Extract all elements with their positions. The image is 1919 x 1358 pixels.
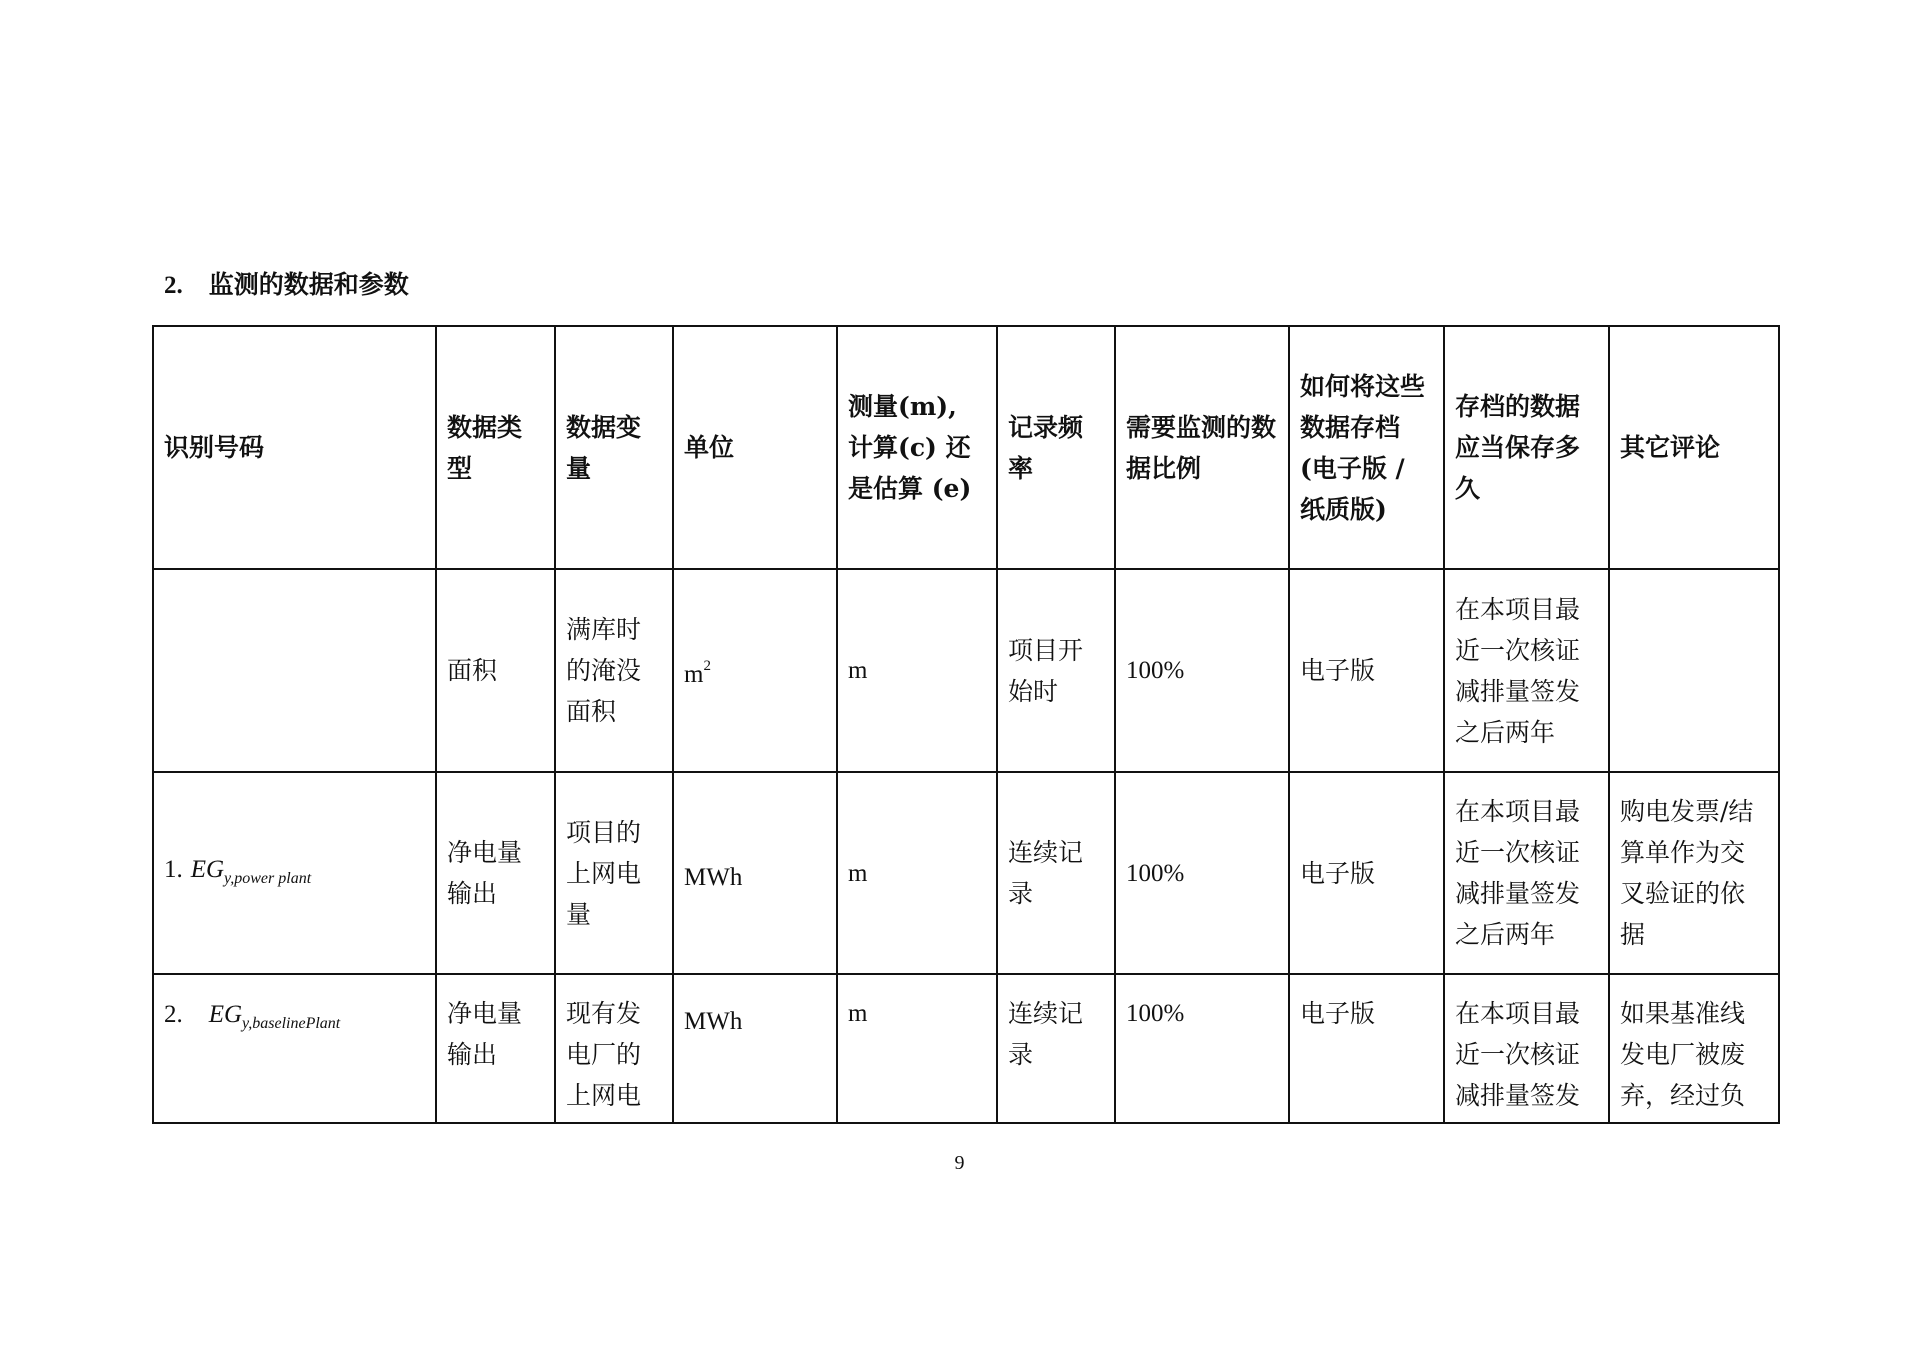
cell-comment [1609,569,1779,772]
cell-comment: 如果基准线发电厂被废弃，经过负 [1609,974,1779,1123]
cell-proportion: 100% [1115,772,1289,974]
cell-id [153,569,436,772]
cell-unit [673,569,837,772]
cell-data-variable: 现有发电厂的上网电 [555,974,673,1123]
cell-method: m [837,772,997,974]
cell-method: m [837,974,997,1123]
id-symbol: EG [208,1001,243,1028]
cell-id [153,772,436,974]
cell-unit [673,772,837,974]
cell-data-type: 净电量输出 [436,974,555,1123]
header-archive: 如何将这些数据存档 (电子版 / 纸质版) [1289,326,1444,569]
cell-archive: 电子版 [1289,569,1444,772]
cell-retention: 在本项目最近一次核证减排量签发 [1444,974,1609,1123]
cell-archive: 电子版 [1289,772,1444,974]
id-symbol: EG [190,855,225,883]
header-unit: 单位 [673,326,837,569]
header-data-type: 数据类型 [436,326,555,569]
unit-base: m [684,661,704,688]
cell-proportion: 100% [1115,974,1289,1123]
id-prefix: 2. [164,1001,183,1028]
cell-frequency: 项目开始时 [997,569,1115,772]
header-proportion: 需要监测的数据比例 [1115,326,1289,569]
unit-base: MWh [684,863,743,891]
monitoring-parameters-table [152,325,1780,1124]
unit-superscript: 2 [703,658,711,674]
cell-data-variable: 项目的上网电量 [555,772,673,974]
cell-frequency: 连续记录 [997,974,1115,1123]
section-title: 监测的数据和参数 [208,270,409,299]
cell-archive: 电子版 [1289,974,1444,1123]
section-number: 2. [164,272,183,299]
header-method: 测量(m), 计算(c) 还是估算 (e) [837,326,997,569]
header-data-variable: 数据变量 [555,326,673,569]
table-header-row [153,326,1779,569]
cell-method: m [837,569,997,772]
header-comment: 其它评论 [1609,326,1779,569]
cell-frequency: 连续记录 [997,772,1115,974]
cell-retention: 在本项目最近一次核证减排量签发之后两年 [1444,569,1609,772]
id-subscript: y,power plant [224,869,312,887]
section-heading [164,268,409,303]
id-subscript: y,baselinePlant [242,1015,341,1032]
page-number: 9 [954,1152,965,1174]
header-retention: 存档的数据应当保存多久 [1444,326,1609,569]
unit-base: MWh [684,1008,743,1035]
cell-retention: 在本项目最近一次核证减排量签发之后两年 [1444,772,1609,974]
cell-data-type: 面积 [436,569,555,772]
cell-data-type: 净电量输出 [436,772,555,974]
id-prefix: 1. [164,855,183,883]
table-row [153,974,1779,1123]
header-frequency: 记录频率 [997,326,1115,569]
cell-unit [673,974,837,1123]
cell-data-variable: 满库时的淹没面积 [555,569,673,772]
cell-comment: 购电发票/结算单作为交叉验证的依据 [1609,772,1779,974]
table-row [153,569,1779,772]
cell-id [153,974,436,1123]
header-id: 识别号码 [153,326,436,569]
table-row [153,772,1779,974]
cell-proportion: 100% [1115,569,1289,772]
